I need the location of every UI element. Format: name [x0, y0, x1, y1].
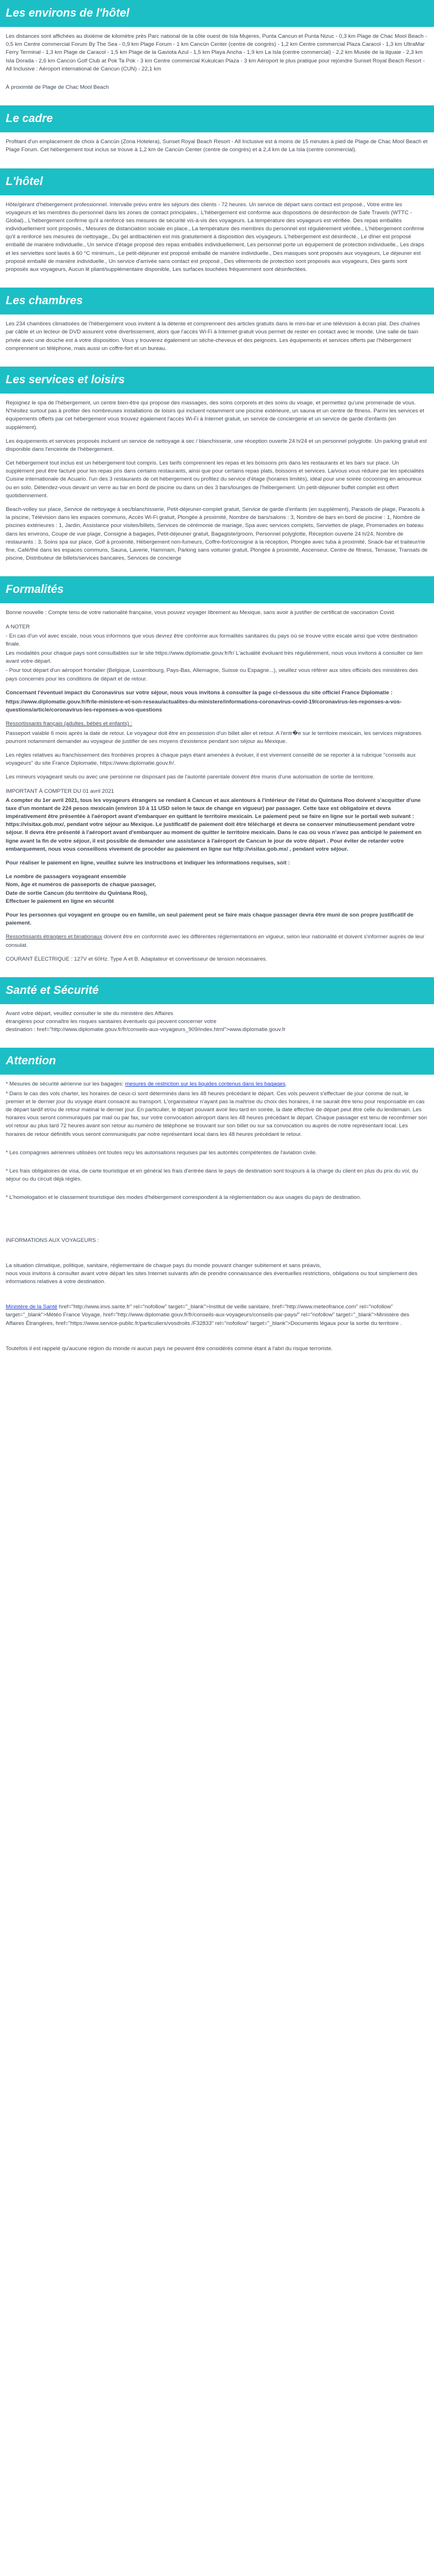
services-list: Beach-volley sur place, Service de nettoyage à sec/blanchisserie, Petit-déjeuner-complet gratuit, Service de garde d'enfants (en supplément), Parasols de plage, Parasols à la piscine, Télévision dans les espaces communs, Accès Wi-Fi gratuit, Plongée à proximité, Nombre de bars/salons : 3, Nombre de bars en bord de piscine : 1, Nombre de piscines extérieures : 1, Jardin, Assistance pour visites/billets, Services de cérémonie de mariage, Spa avec services complets, Serviettes de plage, Promenades en bateau dans les environs, Coupe de vue plage, Consigne à bagages, Petit-déjeuner gratuit, Bagagiste/groom, Personnel polyglotte, Réception ouverte 24 h/24, Nombre de restaurants : 3, Soins spa sur place, Golf à proximité, Hébergement non-fumeurs, Coffre-fort/consigne à la réception, Plongée avec tuba à proximité, Snack-bar et traiteur/rie fine, Café/thé dans les espaces communs, Sauna, Laverie, Hammam, Parking sans voiturier gratuit, Plongée à proximité, Ascenseur, Centre de fitness, Terrasse, Transats de piscine, Distributeur de billets/services bancaires, Services de concierge — [6, 506, 428, 562]
power-info: COURANT ÉLECTRIQUE : 127V et 60Hz. Type A et B. Adaptateur et convertisseur de tension nécessaires. — [6, 955, 267, 962]
chambres-text: Les 234 chambres climatisées de l'hébergement vous invitent à la détente et comprennent des articles gratuits dans le mini-bar et une télévision à écran plat. Des chaînes par câble et un lecteur de DVD assurent votre divertissement, alors que l'accès Wi-Fi à Internet gratuit vous permet de rester en contact avec le monde. Une salle de bain privée avec une douche est à votre disposition. Vous y trouverez également un sèche-cheveux et des peignoirs. Les équipements et services offerts par l'hébergement comprennent un téléphone, mais aussi un coffre-fort et un bureau. — [6, 321, 420, 352]
services-text-1: Rejoignez le spa de l'hébergement, un centre bien-être qui propose des massages, des soins corporels et des soins du visage, et permettez qu'une promenade de vous. N'hésitez surtout pas à profiter des nombreuses installations de loisirs qui incluent notamment une piscine extérieure, un sauna et un centre de fitness. Parmi les services et équipements offerts par cet hébergement vous trouvez également l'accès Wi-Fi à Internet gratuit, un service de conciergerie et un service de garde d'enfants (en supplément). — [6, 399, 424, 431]
section-title-sante: Santé et Sécurité — [0, 977, 434, 1004]
other-nationals-title: Ressortissants étrangers et binationaux — [6, 934, 102, 941]
form-text: Pour les personnes qui voyagent en groupe ou en famille, un seul paiement peut se faire mais chaque passager devra être muni de son propre justificatif de paiement. — [6, 911, 414, 927]
section-title-chambres: Les chambres — [0, 288, 434, 314]
section-title-cadre: Le cadre — [0, 105, 434, 132]
important-text: A compter du 1er avril 2021, tous les voyageurs étrangers se rendant à Cancun et aux alentours à l'intérieur de l'état du Quintana Roo doivent s'acquitter d'une taxe d'un montant de 224 pesos mexicain (environ 10 à 11 USD selon le taux de change en vigueur) par passager. Cette taxe est obligatoire et devra impérativement être présentée à l'aéroport avant d'embarquer en quittant le territoire mexicain. Le paiement peut se faire en ligne sur le portail web suivant : https://visitax.gob.mx/, pendant votre séjour au Mexique. Le justificatif de paiement doit être téléchargé et devra se conserver minutieusement pendant votre séjour. Il devra être présenté à l'aéroport avant d'embarquer au moment de quitter le territoire mexicain. Dans le cas où vous n'avez pas anticipé le paiement en ligne avant la fin de votre séjour, il est possible de demander une assistance à l'aéroport de Cancun le jour de votre départ . Pour éviter de retarder votre embarquement, nous vous conseillons vivement de procéder au paiement en ligne sur http://visitax.gob.mx/ , pendant votre séjour. — [6, 797, 422, 852]
section-attention — [0, 1048, 434, 1367]
section-title-attention: Attention — [0, 1048, 434, 1075]
note-3: - Pour tout départ d'un aéroport frontalier (Belgique, Luxembourg, Pays-Bas, Allemagne, Suisse ou Espagne...), veuillez vous référer aux sites officiels des ministères des pays concernés pour les conditions de départ et de retour. — [6, 667, 418, 682]
attention-security-end: . — [285, 1081, 287, 1088]
section-hotel — [0, 168, 434, 288]
note-4: Concernant l'éventuel impact du Coronavirus sur votre séjour, nous vous invitons à consulter la page ci-dessous du site officiel France Diplomatie : — [6, 689, 393, 696]
attention-security-text: * Mesures de sécurité aérienne sur les bagages: — [6, 1081, 125, 1088]
section-cadre — [0, 105, 434, 168]
section-title-environs: Les environs de l'hôtel — [0, 0, 434, 27]
section-sante — [0, 977, 434, 1048]
attention-charter: * Dans le cas des vols charter, les horaires de ceux-ci sont déterminés dans les 48 heures précédant le départ. Ces vols peuvent s'effectuer de jour comme de nuit, le premier et le dernier jour du voyage étant consacré au transport. L'organisateur n'ayant pas la maîtrise du choix des horaires, il ne saurait être tenu pour responsable en cas de départ tardif et/ou de retour matinal le dernier jour. En particulier, le départ pouvant avoir lieu tard en soirée, la date effective de départ peut être celle du lendemain. Les horaires vous seront communiqués par mail ou par fax, sur votre convocation aéroport dans les 48 heures précédant le départ. Chaque passager est tenu de reconfirmer son vol retour au plus tard 72 heures avant son retour au numéro de téléphone se trouvant sur son billet ou sur sa convocation ou auprès de notre représentant local. Les horaires de retour définitifs vous seront communiqués par notre représentant local dans les 48 heures précédant le retour. — [6, 1090, 427, 1138]
important-title: IMPORTANT À COMPTER DU 01 avril 2021 — [6, 788, 115, 795]
attention-visa: * Les frais obligatoires de visa, de carte touristique et en général les frais d'entrée dans le pays de destination sont toujours à la charge du client en plus du prix du vol, du séjour ou du circuit déjà réglés. — [6, 1167, 419, 1183]
rules-text: Les règles relatives au franchissement des frontières propres à chaque pays étant amenées à évoluer, il est vivement conseillé de se reporter à la rubrique "conseils aux voyageurs" du site France Diplomatie, https://www.diplomatie.gouv.fr/. — [6, 752, 416, 767]
section-environs — [0, 0, 434, 105]
section-formalites — [0, 576, 434, 977]
section-services — [0, 367, 434, 576]
formalites-intro: Bonne nouvelle : Compte tenu de votre nationalité française, vous pouvez voyager librement au Mexique, sans avoir à justifier de certificat de vaccination Covid. — [6, 609, 396, 616]
sante-line-3: destination : href="http://www.diplomatie.gouv.fr/fr/conseils-aux-voyageurs_909/index.html">www.diplomatie.gouv.fr — [6, 1027, 286, 1033]
sante-line-2: étrangères pour connaître les risques sanitaires éventuels qui peuvent concerner votre — [6, 1018, 216, 1025]
info-text-2: nous vous invitons à consulter avant votre départ les sites Internet suivants afin de prendre connaissance des éventuelles restrictions, obligations ou tout simplement des informations relatives à votre destination. — [6, 1270, 417, 1285]
note-1: - En cas d'un vol avec escale, nous vous informons que vous devrez être conforme aux formalités sanitaires du pays où se trouve votre escale ainsi que votre destination finale. — [6, 632, 418, 647]
form-item-1: Le nombre de passagers voyageant ensemble — [6, 874, 127, 880]
liquids-restriction-link[interactable]: mesures de restriction sur les liquides contenus dans les bagages — [125, 1081, 286, 1088]
attention-airlines: * Les compagnies aériennes utilisées ont toutes reçu les autorisations requises par les autorités compétentes de l'aviation civile. — [6, 1149, 317, 1156]
services-text-2: Les équipements et services proposés incluent un service de nettoyage à sec / blanchisserie, une réception ouverte 24 h/24 et un personnel polyglotte. Un parking gratuit est disponible dans l'enceinte de l'hébergement. — [6, 438, 427, 453]
attention-classification: * L'homologation et le classement touristique des modes d'hébergement correspondent à la réglementation ou aux usages du pays de destination. — [6, 1194, 361, 1201]
form-title: Pour réaliser le paiement en ligne, veuillez suivre les instructions et indiquer les informations requises, soit : — [6, 860, 290, 866]
info-text-1: La situation climatique, politique, sanitaire, réglementaire de chaque pays du monde pouvant changer subitement et sans préavis, — [6, 1262, 321, 1269]
terrorism-note: Toutefois il est rappelé qu'aucune région du monde ni aucun pays ne peuvent être considérés comme étant à l'abri du risque terroriste. — [6, 1345, 333, 1352]
info-links — [6, 1303, 428, 1328]
section-title-formalites: Formalités — [0, 576, 434, 603]
hotel-text: Hôte/gérant d'hébergement professionnel. Intervalle prévu entre les séjours des clients - 72 heures. Un service de départ sans contact est proposé., Votre entre les voyageurs et les membres du personnel dans les zones de contact principales., L'hébergement est conforme aux dispositions de désinfection de Safe Travels (WTTC - Global)., L'hébergement confirme qu'il a renforcé ses mesures de sécurité vis-à-vis des voyageurs. La température des voyageurs est vérifiée. Des repas emballés individuellement sont proposés., Mesures de distanciation sociale en place., La température des membres du personnel est régulièrement vérifiée., L'hébergement confirme qu'il a renforcé ses mesures de nettoyage., Du gel antibactérien est mis gratuitement à disposition des voyageurs. L'hébergement est désinfecté., Le dîner est proposé emballé de manière individuelle., Un service d'étage proposé des repas emballés individuellement, Les personnel porte un équipement de protection individuelle., Les draps et les serviettes sont lavés à 60 °C minimum., Le petit-déjeuner est proposé emballé de manière individuelle., Des masques sont proposés aux voyageurs, Le déjeuner est proposé emballé de manière individuelle., Un service d'arrivée sans contact est proposé., Des vêtements de protection sont proposés aux voyageurs, Des gants sont proposés aux voyageurs, Aucun lit pliant/supplémentaire disponible, Les surfaces touchées fréquemment sont désinfectées. — [6, 201, 424, 273]
section-title-services: Les services et loisirs — [0, 367, 434, 394]
minors-title: Ressortissants français (adultes, bébés et enfants) : — [6, 721, 132, 727]
form-item-4: Effectuer le paiement en ligne en sécurité — [6, 898, 115, 904]
note-4-link[interactable]: https://www.diplomatie.gouv.fr/fr/le-ministere-et-son-reseau/actualites-du-ministere/informations-coronavirus-covid-19/coronavirus-les-reponses-a-vos-questions/article/coronavirus-les-reponses-a-vos-questions — [6, 699, 402, 714]
minors-text-2: Les mineurs voyageant seuls ou avec une personne ne disposant pas de l'autorité parentale doivent être munis d'une autorisation de sortie de territoire. — [6, 774, 375, 781]
attention-security — [6, 1080, 428, 1088]
ministere-sante-link[interactable]: Ministère de la Santé — [6, 1304, 58, 1311]
cadre-text: Profitant d'un emplacement de choix à Cancún (Zona Hotelera), Sunset Royal Beach Resort - All Inclusive est à moins de 15 minutes à pied de Plage de Chac Mool Beach et Plage Forum. Cet hébergement tout inclus se trouve à 1,2 km de Cancún Center (centre de congrès) et à 2,4 km de La Isla (centre commercial). — [6, 139, 428, 154]
info-links-text: href="http://www.invs.sante.fr" rel="nofollow" target="_blank">Institut de veille sanitaire, href="http://www.meteofrance.com" rel="nofollow" target="_blank">Météo France Voyage, href="http://www.diplomatie.gouv.fr/fr/conseils-aux-voyageurs/conseils-par-pays/" rel="nofollow" target="_blank">Ministère des Affaires Étrangères, href="https://www.service-public.fr/particuliers/vosdroits /F32833" rel="nofollow" target="_blank">Documents légaux pour la sortie du territoire . — [6, 1304, 409, 1327]
other-nationals — [6, 933, 428, 949]
minors-text: Passeport valable 6 mois après la date de retour. Le voyageur doit être en possession d'un billet aller et retour. A l'entr�e sur le territoire mexicain, les services migratoires pourront notamment demander au voyageur de justifier de ses moyens d'existence pendant son séjour au Mexique. — [6, 730, 421, 745]
form-item-3: Date de sortie Cancun (du territoire du Quintana Roo), — [6, 890, 147, 896]
note-2: Les modalités pour chaque pays sont consultables sur le site https://www.diplomatie.gouv.fr/fr/ L'actualité évoluant très régulièrement, nous vous invitons à consulter ce lien avant votre départ. — [6, 650, 423, 665]
form-item-2: Nom, âge et numéros de passeports de chaque passager, — [6, 882, 156, 888]
info-title: INFORMATIONS AUX VOYAGEURS : — [6, 1237, 99, 1244]
section-title-hotel: L'hôtel — [0, 168, 434, 195]
services-text-3: Cet hébergement tout inclus est un hébergement tout compris. Les tarifs comprennent les repas et les boissons pris dans les restaurants et les bars sur place. Un supplément peut être facturé pour les repas pris dans certains restaurants, ainsi que pour certains repas plats, boissons et services. La/vous vous réduire par les spécialités Cuisine internationale de Acuario. l'un des 3 restaurants de cet hébergement ou profitez du service d'étage (horaires limités), idéal pour une soirée cocooning en amoureux ou en solo. Détendez-vous devant un verre au bar en bord de piscine ou dans un des 3 bars/lounges de l'hébergement. Un petit-déjeuner buffet complet est offert quotidiennement. — [6, 460, 424, 499]
note-title: A NOTER — [6, 623, 30, 630]
other-nationals-text: doivent être en conformité avec les différentes réglementations en vigueur, selon leur nationalité et doivent s'informer auprès de leur consulat. — [6, 934, 425, 949]
section-chambres — [0, 288, 434, 367]
environs-distances: Les distances sont affichées au dixième de kilomètre près Parc national de la côte ouest de Isla Mujeres, Punta Cancun et Punta Nizuc - 0,3 km Plage de Chac Mool Beach - 0,5 km Centre commercial Forum By The Sea - 0,9 km Plage Forum - 1 km Cancún Center (centre de congrès) - 1,2 km Centre commercial Plaza Caracol - 1,3 km UltraMar Ferry Terminal - 1,3 km Plage de Caracol - 1,5 km Plage de la Gaviota Azul - 1,5 km Playa Ancha - 1,9 km La Isla (centre commercial) - 2,2 km Musée de la ilquaie - 2,3 km Isla Dorada - 2,6 km Cancún Golf Club at Pok Ta Pok - 3 km Centre commercial Kukulcan Plaza - 3 km Aéroport le plus pratique pour rejoindre Sunset Royal Beach Resort - All Inclusive : Aéroport international de Cancun (CUN) - 22,1 km — [6, 33, 427, 72]
sante-line-1: Avant votre départ, veuillez consulter le site du ministère des Affaires — [6, 1010, 173, 1017]
environs-nearby: À proximité de Plage de Chac Mool Beach — [6, 84, 109, 91]
